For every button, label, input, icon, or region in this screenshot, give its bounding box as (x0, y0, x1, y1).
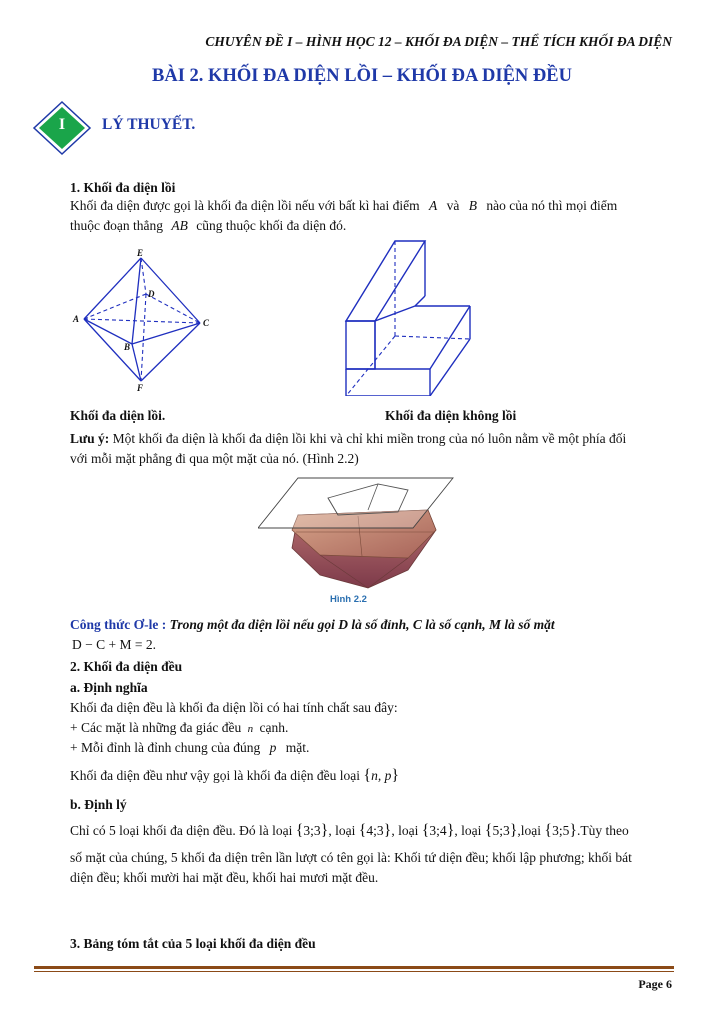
theorem-line-1: Chỉ có 5 loại khối đa diện đều. Đó là loại {3;3}, loại {4;3}, loại {3;4}, loại {5;3},loại {3;5}.Tùy theo (70, 822, 629, 839)
brace-close: } (391, 767, 399, 784)
type-np: n, p (371, 768, 392, 783)
property-2 (70, 737, 309, 758)
var-AB: AB (171, 218, 188, 233)
lesson-title: BÀI 2. KHỐI ĐA DIỆN LỒI – KHỐI ĐA DIỆN ĐỀU (152, 66, 572, 86)
part1-heading: 1. Khối đa diện lồi (70, 180, 176, 195)
type-line (70, 765, 399, 786)
word-loai: loại (520, 823, 542, 838)
footer-rule-thick (34, 966, 674, 969)
label-C: C (203, 318, 210, 328)
part2-sub-a: a. Định nghĩa (70, 680, 148, 695)
word-loai: loại (398, 823, 419, 838)
type-5-3: 5;3 (492, 823, 510, 838)
theorem-line-2: số mặt của chúng, 5 khối đa diện trên lần lượt có tên gọi là: Khối tứ diện đều; khối lập phương; khối bát (70, 850, 632, 865)
var-B: B (468, 198, 478, 213)
euler-line (70, 614, 555, 635)
octahedron-figure (66, 246, 226, 396)
type-3-5: 3;5 (552, 823, 570, 838)
type-3-4: 3;4 (429, 823, 447, 838)
part1-line1 (70, 195, 673, 216)
var-n: n (247, 723, 254, 735)
nonconvex-figure (340, 236, 490, 396)
section-label: LÝ THUYẾT. (102, 116, 196, 133)
footer-rule-thin (34, 971, 674, 972)
note-label: Lưu ý: (70, 431, 110, 446)
part3-heading: 3. Bảng tóm tắt của 5 loại khối đa diện đều (70, 936, 316, 951)
type-4-3: 4;3 (366, 823, 384, 838)
prop2-text-2: mặt. (285, 740, 310, 755)
part1-text-2: nào của nó thì mọi điểm (486, 198, 618, 213)
label-E: E (137, 248, 144, 258)
and-word: và (446, 198, 460, 213)
note-line-2: với mỗi mặt phẳng đi qua một mặt của nó. (Hình 2.2) (70, 451, 359, 466)
theorem-end: .Tùy theo (577, 823, 629, 838)
caption-convex: Khối đa diện lồi. (70, 408, 166, 423)
part1-text-4: cũng thuộc khối đa diện đó. (196, 218, 347, 233)
running-header: CHUYÊN ĐỀ I – HÌNH HỌC 12 – KHỐI ĐA DIỆN – THỂ TÍCH KHỐI ĐA DIỆN (205, 34, 672, 49)
figure-2-2 (258, 470, 458, 610)
euler-text: Trong một đa diện lồi nếu gọi D là số đỉnh, C là số cạnh, M là số mặt (169, 617, 555, 632)
var-p: p (269, 740, 277, 755)
part2-sub-b: b. Định lý (70, 797, 127, 812)
part1-line2 (70, 215, 346, 236)
type-3-3: 3;3 (303, 823, 321, 838)
label-B: B (124, 342, 131, 352)
theorem-text: Chỉ có 5 loại khối đa diện đều. Đó là loại (70, 823, 293, 838)
figure-2-2-caption: Hình 2.2 (330, 594, 367, 605)
euler-formula: D − C + M = 2. (72, 637, 156, 652)
part1-text-3: thuộc đoạn thẳng (70, 218, 163, 233)
word-loai: loại (335, 823, 356, 838)
section-numeral: I (58, 116, 66, 133)
caption-nonconvex: Khối đa diện không lồi (385, 408, 517, 423)
note-text-1: Một khối đa diện là khối đa diện lồi khi và chỉ khi miền trong của nó luôn nằm về một phía đối (112, 431, 627, 446)
theorem-line-3: diện đều; khối mười hai mặt đều, khối hai mươi mặt đều. (70, 870, 379, 885)
part2-heading: 2. Khối đa diện đều (70, 659, 183, 674)
prop2-text: + Mỗi đỉnh là đỉnh chung của đúng (70, 740, 261, 755)
part1-text: Khối đa diện được gọi là khối đa diện lồi nếu với bất kì hai điểm (70, 198, 420, 213)
label-D: D (148, 289, 155, 299)
word-loai: loại (461, 823, 482, 838)
page-number: Page 6 (638, 977, 672, 991)
prop1-text-2: cạnh. (259, 720, 289, 735)
label-F: F (137, 383, 144, 393)
brace-open: { (363, 767, 372, 784)
var-A: A (429, 198, 438, 213)
definition-line: Khối đa diện đều là khối đa diện lồi có hai tính chất sau đây: (70, 700, 398, 715)
note-paragraph (70, 428, 673, 449)
prop1-text: + Các mặt là những đa giác đều (70, 720, 242, 735)
label-A: A (73, 314, 80, 324)
type-text: Khối đa diện đều như vậy gọi là khối đa diện đều loại (70, 768, 360, 783)
euler-label: Công thức Ơ-le : (70, 617, 167, 632)
